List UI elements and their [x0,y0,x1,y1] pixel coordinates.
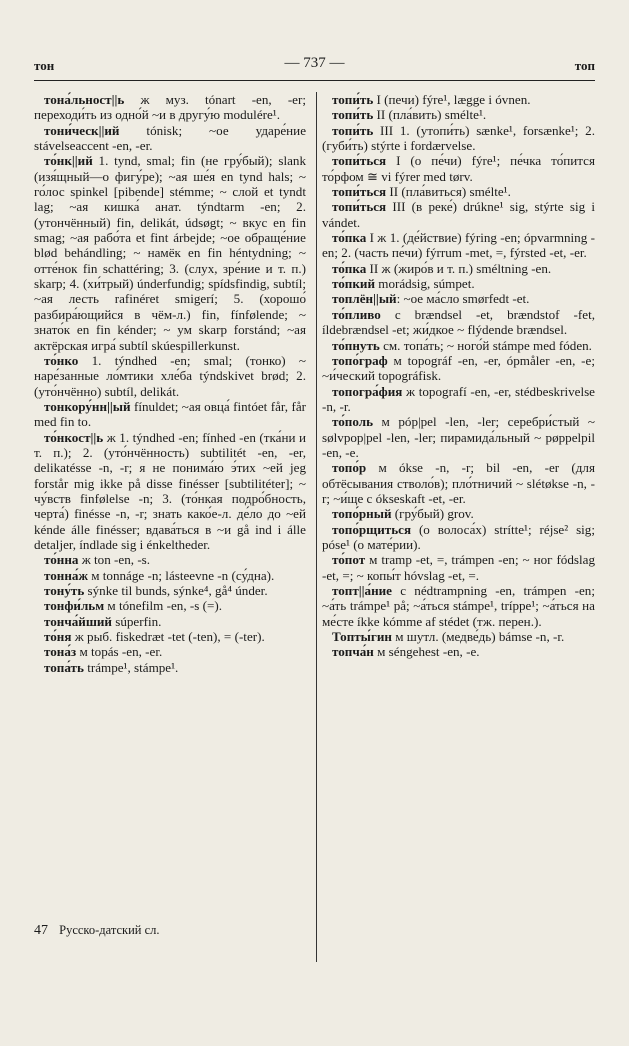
entry-definition: м ókse -n, -r; bil -en, -er (для обтёсывания стволо́в); пло́тничий ~ slétøkse -n, -r; ~и́ще с ókseskaft -et, -er. [322,460,595,506]
dictionary-entry [322,107,595,122]
entry-definition: trámpe¹, stámpe¹. [83,659,179,675]
entry-definition: м séngehest -en, -e. [373,644,480,660]
header-guide-word-left: тон [34,58,55,73]
entry-headword: то́нко [44,352,79,368]
dictionary-entry [322,460,595,506]
entry-definition: III 1. (утопи́ть) sænke¹, forsænke¹; 2. (губи́ть) stýrte i fordærvelse. [322,122,595,154]
entry-definition: II (пла́вить) smélte¹. [373,107,487,123]
entry-definition: ж муз. tónart -en, -er; переходи́ть из одно́й ~и в другу́ю modulére¹. [34,92,306,123]
dictionary-entry [322,644,595,659]
entry-headword: тона́льност||ь [44,92,125,107]
dictionary-entry [322,92,595,107]
dictionary-entry [34,568,306,583]
dictionary-entry [34,644,306,659]
entry-definition: : ~ое ма́сло smørfedt -et. [396,291,530,307]
dictionary-entry [34,92,306,123]
entry-definition: м tonnáge -n; lásteevne -n (су́дна). [87,567,275,583]
dictionary-entry [34,399,306,430]
entry-definition: м tónefilm -en, -s (=). [104,598,222,614]
dictionary-entry [322,583,595,629]
entry-headword: то́пкий [332,276,375,292]
entry-definition: ж рыб. fiskedræt -tet (-ten), = (-ter). [71,629,265,645]
page-footer [34,923,160,939]
entry-headword: топо́граф [332,352,388,368]
dictionary-entry [322,629,595,644]
entry-headword: тонфи́льм [44,598,105,614]
entry-headword: топлён||ый [332,291,397,307]
dictionary-entry [322,307,595,338]
entry-definition: 1. tynd, smal; fin (не гру́бый); slank (изя́щный—о фигу́ре); ~ая ше́я en tynd hals; ~ го́лос spinkel [pibende] stémme; ~ слой et tyndt lag; ~ая кишка́ анат. týndtarm -en; 2. (утончённый) fin, delikát, údsøgt; ~ вкус en fin smag; ~ая рабо́та et fint árbejde; ~ое обраще́ние blød behándling; ~ намёк en fin héntydning; ~ отте́нок fin schattéring; 3. (слух, зре́ние и т. п.) skarp; 4. (хи́трый) únderfundig; spídsfindig, subtíl; ~ая лесть rafinéret smigerí; 5. (хорошо́ разбира́ющийся в чём-л.) fin, fínfølende; ~ знато́к en fin kénder; ~ ум skarp forstánd; ~ая актёрская игра́ subtíl skúespillerkunst. [34,153,306,353]
entry-headword: топогра́фия [332,383,403,399]
entry-headword: то́пнуть [332,337,380,353]
entry-definition: I (печи) fýre¹, lægge i óvnen. [373,92,531,107]
entry-definition: с nédtrampning -en, trámpen -en; ~а́ть trámpe¹ på; ~а́ться stámpe¹, tríppe¹; ~а́ться на ме́сте íkke kómme af stédet (тж. перен.). [322,583,595,629]
header-guide-word-right: топ [574,58,595,73]
entry-definition: I (о пе́чи) fýre¹; пе́чка то́пится то́рфом ≅ vi fýrer med tørv. [322,153,595,184]
entry-definition: с brændsel -et, brændstof -fet, íldebrændsel -et; жи́дкое ~ flýdende brændsel. [322,306,595,338]
entry-headword: топа́ть [44,659,84,675]
dictionary-entry [322,276,595,291]
entry-headword: топи́ться [332,199,387,215]
dictionary-entry [34,552,306,567]
entry-headword: топо́р [332,460,367,476]
dictionary-entry [34,430,306,553]
entry-definition: II ж (жиро́в и т. п.) sméltning -en. [366,260,552,276]
dictionary-entry [34,353,306,399]
dictionary-entry [322,506,595,521]
entry-headword: топт||а́ние [332,583,392,598]
entry-definition: tónisk; ~ое ударе́ние stávelseaccent -en, -er. [34,122,306,154]
entry-headword: тонча́йший [44,613,112,629]
header-page-number: — 737 — [284,55,345,71]
entry-definition: ж topografí -en, -er, stédbeskrivelse -n, -r. [322,383,595,414]
entry-definition: III (в реке́) drúkne¹ sig, stýrte sig i vándet. [322,199,595,230]
entry-definition: м topográf -en, -er, ópmåler -en, -e; ~и́ческий topográfisk. [322,352,595,384]
footer-title: Русско-датский сл. [59,923,160,937]
entry-definition: I ж 1. (де́йствие) fýring -en; ópvarmning -en; 2. (часть пе́чи) fýrrum -met, =, fýrsted -et, -er. [322,230,595,261]
dictionary-entry [322,384,595,415]
entry-definition: 1. týndhed -en; smal; (тонко) ~ наре́занные ло́мтики хле́ба týndskivet brød; 2. (уто́нчённо) subtíl, delikát. [34,352,306,399]
entry-definition: fínuldet; ~ая овца́ fintóet får, får med fin to. [34,398,306,430]
entry-headword: то́нкост||ь [44,429,104,445]
entry-headword: топи́ть [332,122,374,138]
dictionary-entry [322,552,595,583]
entry-definition: м topás -en, -er. [76,644,163,660]
entry-headword: то́пка [332,260,367,276]
entry-headword: тона́з [44,644,77,660]
entry-headword: тону́ть [44,583,85,598]
entry-headword: то́пка [332,230,367,246]
entry-headword: Топты́гин [332,629,392,645]
dictionary-entry [322,153,595,184]
dictionary-entry [322,230,595,261]
entry-definition: (о волоса́х) strítte¹; réjse² sig; póse¹ (о мате́рии). [322,521,595,552]
dictionary-entry [34,614,306,629]
entry-headword: то́нк||ий [44,153,93,169]
column-divider [316,92,317,962]
entry-definition: см. топа́ть; ~ ного́й stámpe med fóden. [379,337,592,353]
entry-headword: топи́ть [332,107,374,123]
dictionary-entry [34,660,306,675]
page-header [34,55,595,77]
entry-definition: súperfin. [111,613,162,629]
entry-headword: то́пот [332,552,366,568]
entry-headword: то́поль [332,414,373,430]
right-column [322,92,595,660]
entry-definition: ж ton -en, -s. [78,552,151,568]
dictionary-entry [322,261,595,276]
entry-definition: м шутл. (медве́дь) bámse -n, -r. [391,629,565,645]
dictionary-entry [322,338,595,353]
entry-headword: тонкору́нн||ый [44,398,131,414]
entry-headword: тонна́ж [44,567,88,583]
dictionary-entry [322,291,595,306]
dictionary-entry [322,414,595,460]
dictionary-entry [34,629,306,644]
entry-definition: sýnke til bunds, sýnke⁴, gå⁴ únder. [84,583,268,598]
dictionary-entry [34,583,306,598]
dictionary-entry [322,184,595,199]
entry-headword: топи́ться [332,184,387,200]
entry-definition: (гру́бый) grov. [391,506,474,522]
entry-definition: ж 1. týndhed -en; fínhed -en (тка́ни и т. п.); 2. (уто́нчённость) subtilitét -en, -er, delikatésse -n, -r; я не понима́ю э́тих ~ей jeg forstår mig ikke på disse finésser [subtilitéter]; ~ чу́вств finfølelse -n; 3. (то́нкая подро́бность, черта́) finésse -n, -r; знать како́е-л. де́ло до ~ей kénde álle finésser; вдава́ться в ~и gå ind i álle detaljer, índlade sig i énkeltheder. [34,429,306,552]
dictionary-entry [34,153,306,352]
entry-headword: то́нна [44,552,79,568]
entry-headword: топи́ть [332,92,374,107]
header-rule [34,80,595,81]
entry-headword: топо́рный [332,506,392,522]
dictionary-entry [322,123,595,154]
signature-number: 47 [34,923,48,938]
dictionary-entry [322,522,595,553]
entry-headword: тони́ческ||ий [44,122,120,138]
left-column [34,92,306,675]
entry-headword: то́пливо [332,306,381,322]
dictionary-entry [34,598,306,613]
dictionary-entry [322,199,595,230]
dictionary-entry [34,123,306,154]
entry-definition: м tramp -et, =, trámpen -en; ~ ног fódslag -et, =; ~ копы́т hóvslag -et, =. [322,552,595,583]
entry-headword: то́ня [44,629,72,645]
entry-headword: топча́н [332,644,374,660]
entry-definition: II (пла́виться) smélte¹. [386,184,511,200]
entry-headword: топи́ться [332,153,387,169]
entry-headword: топо́рщиться [332,521,412,537]
entry-definition: м póp|pel -len, -ler; серебри́стый ~ sølvpop|pel -len, -ler; пирамида́льный ~ pøppelpil -en, -e. [322,414,595,460]
entry-definition: morádsig, súmpet. [374,276,475,292]
dictionary-entry [322,353,595,384]
